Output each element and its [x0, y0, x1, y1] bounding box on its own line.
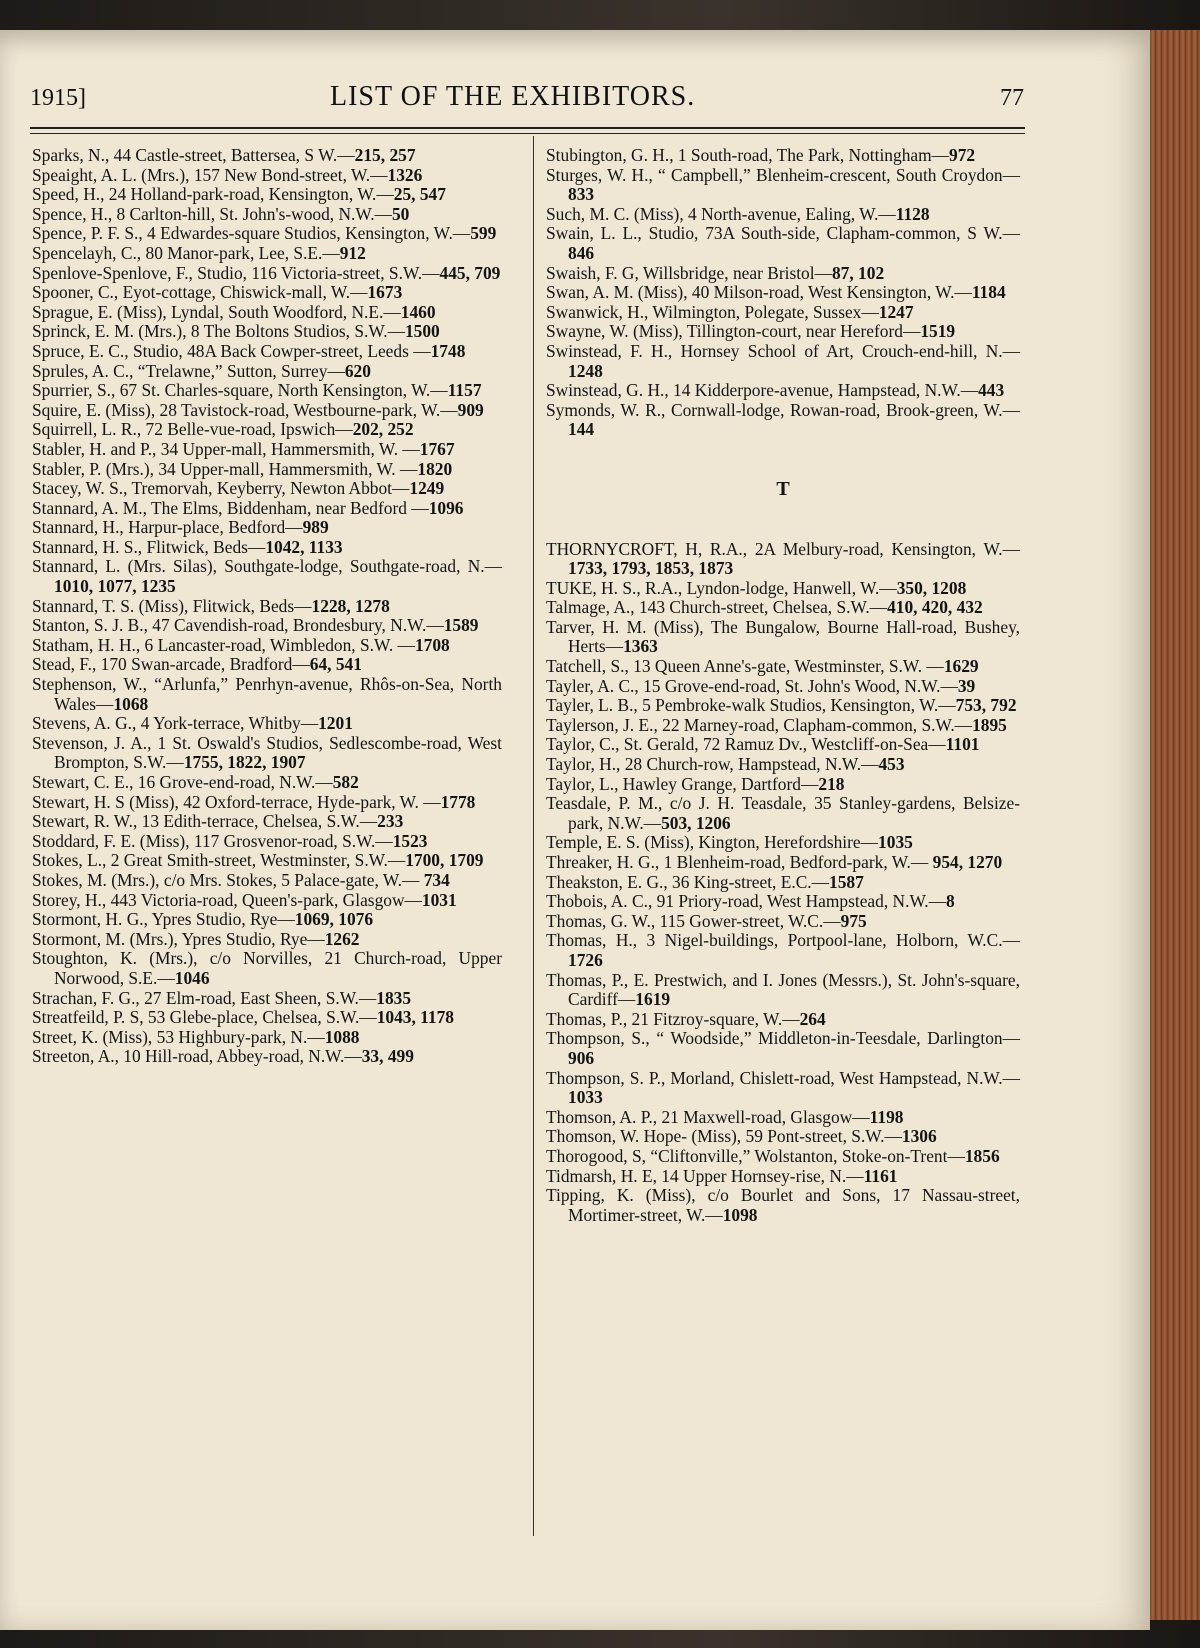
exhibitor-entry	[32, 224, 502, 244]
exhibitor-entry	[546, 579, 1020, 599]
exhibitor-name-address: Tipping, K. (Miss), c/o Bourlet and Sons, 17 Nassau-street, Mortimer-street, W.—	[546, 1185, 1020, 1225]
exhibitor-name-address: Street, K. (Miss), 53 Highbury-park, N.—	[32, 1026, 325, 1047]
exhibitor-name-address: Speaight, A. L. (Mrs.), 157 New Bond-street, W.—	[32, 164, 388, 185]
exhibitor-name-address: Sprinck, E. M. (Mrs.), 8 The Boltons Studios, S.W.—	[32, 321, 405, 342]
exhibitor-entry	[546, 224, 1020, 263]
exhibitor-name-address: Thomas, H., 3 Nigel-buildings, Portpool-lane, Holborn, W.C.—	[546, 930, 1020, 951]
exhibitor-entry	[32, 185, 502, 205]
exhibitor-entry	[546, 1069, 1020, 1108]
exhibitor-name-address: Swan, A. M. (Miss), 40 Milson-road, West Kensington, W.—	[546, 282, 972, 303]
exhibitor-entry	[546, 146, 1020, 166]
exhibit-numbers: 1042, 1133	[265, 536, 343, 557]
exhibit-numbers: 1778	[440, 791, 476, 812]
exhibitor-entry	[32, 793, 502, 813]
exhibitor-entry	[546, 755, 1020, 775]
exhibit-numbers: 1035	[878, 832, 913, 853]
exhibit-numbers: 1046	[174, 967, 210, 988]
exhibitor-name-address: Stannard, H., Harpur-place, Bedford—	[32, 517, 303, 538]
exhibitor-name-address: Swain, L. L., Studio, 73A South-side, Clapham-common, S W.—	[546, 223, 1020, 244]
exhibitor-entry	[546, 1108, 1020, 1128]
exhibit-numbers: 443	[978, 380, 1005, 401]
exhibitor-name-address: Stevens, A. G., 4 York-terrace, Whitby—	[32, 713, 319, 734]
exhibit-numbers: 753, 792	[955, 695, 1017, 716]
exhibitor-entry	[546, 677, 1020, 697]
exhibitor-name-address: Spence, P. F. S., 4 Edwardes-square Studios, Kensington, W.—	[32, 223, 471, 244]
exhibitor-entry	[32, 283, 502, 303]
exhibit-numbers: 1128	[895, 203, 930, 224]
exhibitor-entry	[546, 716, 1020, 736]
exhibitor-name-address: Spencelayh, C., 80 Manor-park, Lee, S.E.—	[32, 242, 340, 263]
exhibitor-name-address: Sprague, E. (Miss), Lyndal, South Woodford, N.E.—	[32, 301, 401, 322]
exhibitor-name-address: Tidmarsh, H. E, 14 Upper Hornsey-rise, N.—	[546, 1165, 864, 1186]
exhibit-numbers: 215, 257	[354, 145, 416, 165]
exhibitor-name-address: Stormont, M. (Mrs.), Ypres Studio, Rye—	[32, 928, 325, 949]
exhibitor-entry	[32, 146, 502, 166]
exhibitor-name-address: Squire, E. (Miss), 28 Tavistock-road, Westbourne-park, W.—	[32, 399, 458, 420]
exhibitor-entry	[546, 303, 1020, 323]
exhibit-numbers: 1673	[367, 282, 403, 303]
exhibitor-name-address: Stevenson, J. A., 1 St. Oswald's Studios, Sedlescombe-road, West Brompton, S.W.—	[32, 732, 502, 773]
exhibit-numbers: 912	[339, 242, 366, 263]
right-column-s-entries	[546, 146, 1020, 440]
exhibitor-name-address: Tayler, L. B., 5 Pembroke-walk Studios, Kensington, W.—	[546, 695, 956, 716]
exhibit-numbers: 1767	[419, 438, 455, 459]
exhibit-numbers: 1228, 1278	[311, 595, 390, 616]
exhibitor-name-address: Stewart, R. W., 13 Edith-terrace, Chelsea, S.W.—	[32, 811, 378, 832]
exhibit-numbers: 846	[568, 242, 595, 263]
exhibit-numbers: 582	[332, 772, 359, 792]
exhibit-numbers: 233	[377, 811, 404, 832]
exhibitor-entry	[32, 812, 502, 832]
exhibitor-entry	[546, 205, 1020, 225]
exhibitor-entry	[32, 655, 502, 675]
exhibitor-entry	[32, 362, 502, 382]
exhibitor-name-address: Threaker, H. G., 1 Blenheim-road, Bedford-park, W.—	[546, 852, 933, 872]
exhibitor-entry	[32, 597, 502, 617]
exhibitor-entry	[546, 598, 1020, 618]
exhibit-numbers: 1589	[443, 615, 479, 636]
exhibit-numbers: 1326	[387, 164, 423, 185]
exhibit-numbers: 453	[878, 754, 905, 775]
exhibitor-entry	[32, 891, 502, 911]
exhibit-numbers: 734	[423, 869, 450, 890]
exhibit-numbers: 620	[344, 360, 371, 381]
exhibitor-name-address: Swinstead, G. H., 14 Kidderpore-avenue, Hampstead, N.W.—	[546, 380, 979, 401]
exhibit-numbers: 1363	[623, 636, 658, 657]
exhibitor-entry	[546, 381, 1020, 401]
page-number: 77	[1000, 85, 1024, 111]
exhibitor-entry	[546, 775, 1020, 795]
exhibitor-entry	[32, 205, 502, 225]
exhibitor-name-address: Streatfeild, P. S, 53 Glebe-place, Chelsea, S.W.—	[32, 1007, 377, 1028]
exhibitor-name-address: Tatchell, S., 13 Queen Anne's-gate, Westminster, S.W. —	[546, 656, 944, 677]
exhibitor-entry	[32, 949, 502, 988]
exhibit-numbers: 33, 499	[361, 1046, 414, 1067]
exhibitor-name-address: Speed, H., 24 Holland-park-road, Kensington, W.—	[32, 184, 394, 205]
section-letter: T	[776, 477, 790, 500]
exhibit-numbers: 1198	[869, 1106, 904, 1127]
exhibitor-name-address: Spenlove-Spenlove, F., Studio, 116 Victoria-street, S.W.—	[32, 262, 440, 283]
exhibitor-name-address: Strachan, F. G., 27 Elm-road, East Sheen, S.W.—	[32, 987, 377, 1008]
exhibit-numbers: 1460	[400, 301, 436, 322]
exhibitor-name-address: Thorogood, S, “Cliftonville,” Wolstanton, Stoke-on-Trent—	[546, 1145, 965, 1166]
exhibitor-entry	[32, 322, 502, 342]
exhibit-numbers: 202, 252	[352, 419, 414, 440]
page-header	[30, 55, 1030, 112]
exhibitor-entry	[32, 636, 502, 656]
exhibitor-name-address: Stewart, C. E., 16 Grove-end-road, N.W.—	[32, 772, 333, 792]
exhibitor-name-address: Thomas, P., 21 Fitzroy-square, W.—	[546, 1008, 800, 1029]
exhibit-numbers: 87, 102	[831, 262, 885, 283]
exhibit-numbers: 599	[470, 223, 497, 244]
exhibitor-entry	[32, 479, 502, 499]
exhibitor-name-address: Swinstead, F. H., Hornsey School of Art, Crouch-end-hill, N.—	[546, 340, 1020, 361]
exhibitor-entry	[32, 557, 502, 596]
exhibit-numbers: 906	[568, 1047, 595, 1068]
exhibit-numbers: 1500	[404, 321, 440, 342]
exhibitor-entry	[546, 735, 1020, 755]
header-year: 1915]	[30, 85, 86, 111]
exhibitor-entry	[32, 264, 502, 284]
exhibitor-entry	[546, 657, 1020, 677]
exhibitor-name-address: Temple, E. S. (Miss), Kington, Herefordshire—	[546, 832, 879, 853]
left-column	[32, 146, 502, 1067]
exhibitor-entry	[546, 283, 1020, 303]
exhibit-numbers: 1726	[568, 949, 603, 970]
exhibitor-entry	[32, 538, 502, 558]
exhibitor-entry	[32, 910, 502, 930]
exhibitor-name-address: Stannard, L. (Mrs. Silas), Southgate-lodge, Southgate-road, N.—	[32, 556, 502, 577]
exhibitor-entry	[546, 912, 1020, 932]
exhibitor-entry	[32, 1047, 502, 1067]
exhibit-numbers: 909	[457, 399, 484, 420]
exhibitor-name-address: Swaish, F. G, Willsbridge, near Bristol—	[546, 262, 832, 283]
exhibitor-name-address: Stormont, H. G., Ypres Studio, Rye—	[32, 909, 295, 930]
exhibit-numbers: 975	[840, 910, 867, 931]
exhibitor-name-address: Spurrier, S., 67 St. Charles-square, North Kensington, W.—	[32, 380, 448, 401]
exhibitor-entry	[546, 618, 1020, 657]
exhibitor-entry	[546, 401, 1020, 440]
exhibitor-name-address: Sprules, A. C., “Trelawne,” Sutton, Surrey—	[32, 360, 345, 381]
exhibit-numbers: 1247	[878, 301, 914, 322]
exhibitor-entry	[32, 518, 502, 538]
page-edges	[1150, 30, 1200, 1620]
exhibitor-name-address: Tayler, A. C., 15 Grove-end-road, St. John's Wood, N.W.—	[546, 675, 958, 696]
exhibitor-entry	[32, 460, 502, 480]
exhibitor-name-address: Spooner, C., Eyot-cottage, Chiswick-mall, W.—	[32, 282, 368, 303]
exhibitor-name-address: TUKE, H. S., R.A., Lyndon-lodge, Hanwell, W.—	[546, 577, 897, 598]
exhibit-numbers: 1835	[376, 987, 412, 1008]
exhibitor-entry	[32, 851, 502, 871]
exhibitor-name-address: Stannard, H. S., Flitwick, Beds—	[32, 536, 266, 557]
exhibit-numbers: 503, 1206	[661, 812, 731, 833]
exhibit-numbers: 1519	[920, 321, 956, 342]
exhibit-numbers: 264	[799, 1008, 826, 1029]
exhibitor-entry	[546, 1167, 1020, 1187]
exhibit-numbers: 833	[568, 184, 595, 205]
exhibitor-entry	[32, 401, 502, 421]
exhibitor-name-address: Sparks, N., 44 Castle-street, Battersea, S W.—	[32, 145, 355, 165]
exhibit-numbers: 1101	[945, 734, 980, 755]
exhibit-numbers: 1098	[722, 1204, 758, 1225]
exhibit-numbers: 1201	[318, 713, 353, 734]
exhibitor-entry	[32, 616, 502, 636]
exhibit-numbers: 64, 541	[309, 654, 362, 675]
exhibit-numbers: 1733, 1793, 1853, 1873	[568, 558, 734, 579]
exhibitor-name-address: Thomson, W. Hope- (Miss), 59 Pont-street, S.W.—	[546, 1126, 902, 1147]
exhibit-numbers: 1010, 1077, 1235	[54, 576, 176, 597]
exhibitor-entry	[546, 1147, 1020, 1167]
exhibitor-entry	[546, 833, 1020, 853]
exhibitor-name-address: Thomson, A. P., 21 Maxwell-road, Glasgow—	[546, 1106, 870, 1127]
exhibitor-name-address: Stacey, W. S., Tremorvah, Keyberry, Newton Abbot—	[32, 478, 410, 499]
exhibitor-name-address: Talmage, A., 143 Church-street, Chelsea, S.W.—	[546, 597, 888, 618]
exhibitor-entry	[546, 794, 1020, 833]
exhibitor-entry	[546, 166, 1020, 205]
exhibitor-name-address: Streeton, A., 10 Hill-road, Abbey-road, N.W.—	[32, 1046, 362, 1067]
exhibitor-name-address: Swanwick, H., Wilmington, Polegate, Sussex—	[546, 301, 879, 322]
exhibit-numbers: 144	[568, 419, 595, 440]
exhibit-numbers: 1708	[414, 634, 450, 655]
exhibit-numbers: 1043, 1178	[376, 1007, 454, 1028]
exhibitor-name-address: Theakston, E. G., 36 King-street, E.C.—	[546, 871, 830, 892]
exhibit-numbers: 1069, 1076	[294, 909, 374, 930]
exhibitor-name-address: Symonds, W. R., Cornwall-lodge, Rowan-road, Brook-green, W.—	[546, 399, 1020, 420]
exhibitor-entry	[32, 166, 502, 186]
exhibit-numbers: 1262	[324, 928, 360, 949]
exhibitor-name-address: Stanton, S. J. B., 47 Cavendish-road, Brondesbury, N.W.—	[32, 615, 444, 636]
exhibitor-entry	[546, 322, 1020, 342]
exhibitor-entry	[546, 264, 1020, 284]
right-column-t-entries	[546, 540, 1020, 1226]
exhibitor-entry	[32, 244, 502, 264]
exhibitor-name-address: Stoddard, F. E. (Miss), 117 Grosvenor-road, S.W.—	[32, 830, 393, 851]
exhibit-numbers: 954, 1270	[932, 852, 1003, 872]
exhibit-numbers: 1031	[421, 889, 457, 910]
exhibitor-name-address: Thobois, A. C., 91 Priory-road, West Hampstead, N.W.—	[546, 891, 946, 912]
exhibit-numbers: 218	[818, 773, 845, 794]
header-rule	[30, 127, 1025, 134]
exhibitor-entry	[546, 853, 1020, 873]
exhibitor-name-address: Sturges, W. H., “ Campbell,” Blenheim-crescent, South Croydon—	[546, 164, 1020, 185]
exhibitor-entry	[546, 892, 1020, 912]
exhibitor-name-address: Stubington, G. H., 1 South-road, The Park, Nottingham—	[546, 145, 950, 165]
exhibitor-name-address: Stephenson, W., “Arlunfa,” Penrhyn-avenue, Rhôs-on-Sea, North Wales—	[32, 674, 502, 714]
exhibit-numbers: 1068	[113, 693, 149, 714]
exhibitor-entry	[546, 540, 1020, 579]
exhibit-numbers: 1629	[943, 656, 979, 677]
exhibit-numbers: 1523	[392, 830, 428, 851]
exhibitor-entry	[546, 1186, 1020, 1225]
exhibit-numbers: 1700, 1709	[405, 850, 484, 871]
exhibitor-entry	[546, 696, 1020, 716]
exhibitor-name-address: Taylor, H., 28 Church-row, Hampstead, N.W.—	[546, 754, 879, 775]
exhibitor-entry	[32, 734, 502, 773]
exhibitor-entry	[32, 499, 502, 519]
exhibit-numbers: 1184	[971, 282, 1006, 303]
exhibit-numbers: 410, 420, 432	[887, 597, 983, 618]
exhibitor-name-address: Teasdale, P. M., c/o J. H. Teasdale, 35 Stanley-gardens, Belsize-park, N.W.—	[546, 793, 1020, 833]
exhibitor-entry	[546, 931, 1020, 970]
exhibit-numbers: 1748	[430, 340, 466, 361]
exhibitor-name-address: Taylor, L., Hawley Grange, Dartford—	[546, 773, 819, 794]
exhibitor-name-address: Taylor, C., St. Gerald, 72 Ramuz Dv., Westcliff-on-Sea—	[546, 734, 946, 755]
exhibitor-entry	[32, 1028, 502, 1048]
exhibitor-entry	[546, 1029, 1020, 1068]
exhibit-numbers: 1306	[901, 1126, 937, 1147]
exhibit-numbers: 1895	[972, 714, 1007, 735]
exhibit-numbers: 39	[957, 675, 976, 696]
exhibitor-name-address: Taylerson, J. E., 22 Marney-road, Clapham-common, S.W.—	[546, 714, 973, 735]
exhibitor-name-address: Stabler, P. (Mrs.), 34 Upper-mall, Hammersmith, W. —	[32, 458, 418, 479]
exhibitor-name-address: Stabler, H. and P., 34 Upper-mall, Hammersmith, W. —	[32, 438, 420, 459]
exhibitor-name-address: Thompson, S., “ Woodside,” Middleton-in-Teesdale, Darlington—	[546, 1028, 1020, 1049]
exhibit-numbers: 8	[946, 891, 955, 912]
exhibitor-entry	[546, 1010, 1020, 1030]
exhibitor-name-address: Stokes, M. (Mrs.), c/o Mrs. Stokes, 5 Palace-gate, W.—	[32, 869, 424, 890]
exhibitor-entry	[32, 832, 502, 852]
header-title: LIST OF THE EXHIBITORS.	[330, 81, 696, 112]
exhibitor-name-address: Tarver, H. M. (Miss), The Bungalow, Bourne Hall-road, Bushey, Herts—	[546, 616, 1020, 657]
exhibit-numbers: 972	[949, 145, 976, 165]
exhibitor-entry	[32, 381, 502, 401]
exhibitor-entry	[546, 971, 1020, 1010]
exhibitor-name-address: Stannard, A. M., The Elms, Biddenham, near Bedford —	[32, 497, 429, 518]
exhibitor-entry	[32, 420, 502, 440]
exhibitor-entry	[32, 440, 502, 460]
exhibitor-name-address: Thompson, S. P., Morland, Chislett-road, West Hampstead, N.W.—	[546, 1067, 1020, 1088]
exhibit-numbers: 445, 709	[439, 262, 501, 283]
exhibitor-entry	[32, 714, 502, 734]
exhibitor-entry	[546, 342, 1020, 381]
exhibitor-name-address: Thomas, G. W., 115 Gower-street, W.C.—	[546, 910, 841, 931]
exhibit-numbers: 1157	[447, 380, 482, 401]
exhibitor-name-address: Stannard, T. S. (Miss), Flitwick, Beds—	[32, 595, 312, 616]
exhibit-numbers: 1096	[428, 497, 464, 518]
exhibit-numbers: 1033	[568, 1087, 603, 1108]
exhibit-numbers: 25, 547	[393, 184, 446, 205]
exhibitor-name-address: Stead, F., 170 Swan-arcade, Bradford—	[32, 654, 310, 675]
exhibitor-name-address: Stokes, L., 2 Great Smith-street, Westminster, S.W.—	[32, 850, 406, 871]
exhibitor-name-address: Statham, H. H., 6 Lancaster-road, Wimbledon, S.W. —	[32, 634, 415, 655]
exhibit-numbers: 1587	[829, 871, 864, 892]
exhibit-numbers: 50	[391, 203, 410, 224]
exhibitor-name-address: Stoughton, K. (Mrs.), c/o Norvilles, 21 Church-road, Upper Norwood, S.E.—	[32, 948, 502, 988]
exhibitor-entry	[32, 871, 502, 891]
exhibitor-name-address: THORNYCROFT, H, R.A., 2A Melbury-road, Kensington, W.—	[546, 538, 1020, 559]
exhibit-numbers: 350, 1208	[896, 577, 967, 598]
exhibitor-entry	[546, 873, 1020, 893]
exhibit-numbers: 1619	[635, 989, 671, 1010]
exhibit-numbers: 989	[302, 517, 329, 538]
exhibitor-name-address: Such, M. C. (Miss), 4 North-avenue, Ealing, W.—	[546, 203, 896, 224]
exhibit-numbers: 1755, 1822, 1907	[183, 752, 306, 773]
column-divider	[533, 136, 534, 1536]
exhibitor-name-address: Spruce, E. C., Studio, 48A Back Cowper-street, Leeds —	[32, 340, 431, 361]
exhibitor-name-address: Stewart, H. S (Miss), 42 Oxford-terrace, Hyde-park, W. —	[32, 791, 441, 812]
exhibitor-name-address: Storey, H., 443 Victoria-road, Queen's-park, Glasgow—	[32, 889, 422, 910]
exhibitor-name-address: Swayne, W. (Miss), Tillington-court, near Hereford—	[546, 321, 921, 342]
exhibit-numbers: 1161	[863, 1165, 898, 1186]
exhibitor-name-address: Spence, H., 8 Carlton-hill, St. John's-wood, N.W.—	[32, 203, 392, 224]
exhibit-numbers: 1249	[409, 478, 445, 499]
exhibitor-name-address: Squirrell, L. R., 72 Belle-vue-road, Ipswich—	[32, 419, 353, 440]
exhibitor-entry	[32, 675, 502, 714]
exhibitor-name-address: Thomas, P., E. Prestwich, and I. Jones (Messrs.), St. John's-square, Cardiff—	[546, 969, 1020, 1010]
exhibitor-entry	[546, 1127, 1020, 1147]
exhibitor-entry	[32, 989, 502, 1009]
exhibitor-entry	[32, 930, 502, 950]
exhibitor-entry	[32, 342, 502, 362]
exhibit-numbers: 1856	[964, 1145, 1000, 1166]
exhibit-numbers: 1820	[417, 458, 453, 479]
exhibitor-entry	[32, 303, 502, 323]
exhibitor-entry	[32, 773, 502, 793]
exhibit-numbers: 1088	[324, 1026, 360, 1047]
exhibitor-entry	[32, 1008, 502, 1028]
right-column	[546, 146, 1020, 1225]
exhibit-numbers: 1248	[568, 360, 603, 381]
